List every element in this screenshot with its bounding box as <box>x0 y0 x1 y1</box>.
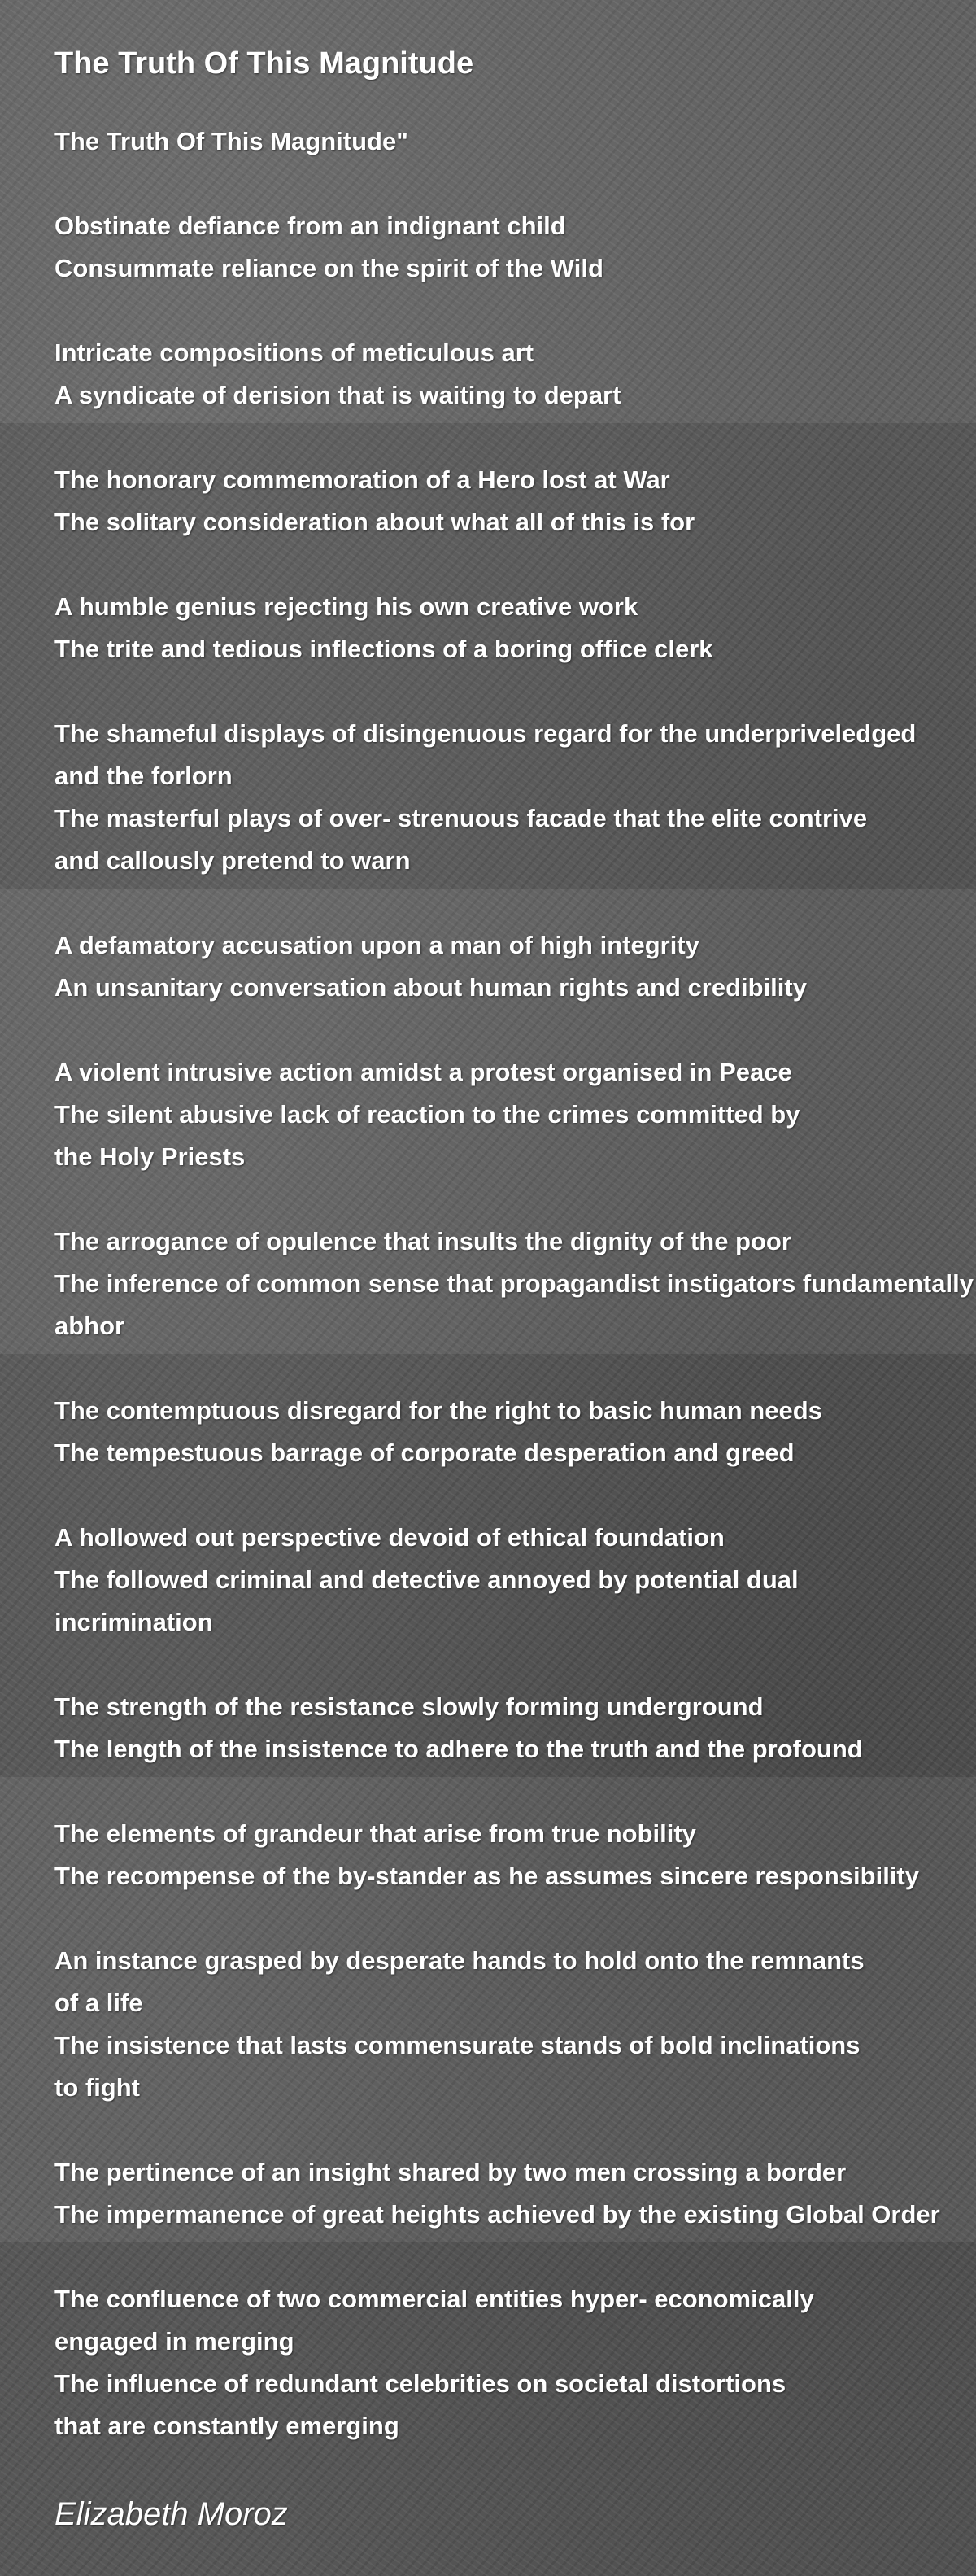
poem-subtitle: The Truth Of This Magnitude" <box>54 127 408 155</box>
poem-line: A defamatory accusation upon a man of high integrity <box>54 931 699 959</box>
poem-line: Intricate compositions of meticulous art <box>54 338 534 367</box>
stanza-gap <box>54 1897 976 1940</box>
stanza-gap <box>54 2109 976 2151</box>
poem-line: The recompense of the by-stander as he assumes sincere responsibility <box>54 1862 919 1890</box>
poem-line: engaged in merging <box>54 2327 294 2356</box>
stanza <box>54 1813 976 1897</box>
poem-line: The contemptuous disregard for the right to basic human needs <box>54 1396 822 1425</box>
poem-line: The influence of redundant celebrities on societal distortions <box>54 2369 786 2398</box>
stanza <box>54 1940 976 2109</box>
poem-line: The trite and tedious inflections of a boring office clerk <box>54 635 713 663</box>
poem-line: The impermanence of great heights achieved by the existing Global Order <box>54 2200 940 2229</box>
stanza-gap <box>54 1347 976 1390</box>
stanza <box>54 1686 976 1770</box>
stanza-gap <box>54 1644 976 1686</box>
stanza-gap <box>54 417 976 459</box>
poem-line: An unsanitary conversation about human rights and credibility <box>54 973 807 1002</box>
stanza <box>54 1051 976 1178</box>
poem-line: The insistence that lasts commensurate stands of bold inclinations <box>54 2031 861 2059</box>
stanza <box>54 1390 976 1474</box>
stanza-gap <box>54 290 976 332</box>
poem-body <box>54 163 976 2447</box>
poem-line: A hollowed out perspective devoid of ethical foundation <box>54 1523 725 1552</box>
poem-line: Obstinate defiance from an indignant child <box>54 212 566 240</box>
stanza-gap <box>54 1770 976 1813</box>
stanza <box>54 459 976 544</box>
poem-line: incrimination <box>54 1608 213 1636</box>
poem-line: The silent abusive lack of reaction to the crimes committed by <box>54 1100 800 1129</box>
stanza-gap <box>54 544 976 586</box>
stanza <box>54 586 976 670</box>
poem-title: The Truth Of This Magnitude <box>54 46 474 81</box>
poem-line: A humble genius rejecting his own creative work <box>54 592 638 621</box>
poem-line: of a life <box>54 1989 143 2017</box>
poem-line: The shameful displays of disingenuous regard for the underpriveledged <box>54 719 917 748</box>
poem-line: The elements of grandeur that arise from true nobility <box>54 1819 696 1848</box>
stanza-gap <box>54 1178 976 1220</box>
stanza <box>54 924 976 1009</box>
poem-line: the Holy Priests <box>54 1142 246 1171</box>
poem-line: The length of the insistence to adhere to the truth and the profound <box>54 1735 863 1763</box>
poem-line: The pertinence of an insight shared by two men crossing a border <box>54 2158 847 2186</box>
poem-line: The honorary commemoration of a Hero lost at War <box>54 465 670 494</box>
poem-line: The masterful plays of over- strenuous facade that the elite contrive <box>54 804 868 832</box>
poem-line: Consummate reliance on the spirit of the Wild <box>54 254 603 282</box>
poem-line: The solitary consideration about what all of this is for <box>54 508 695 536</box>
poem-author: Elizabeth Moroz <box>54 2496 288 2532</box>
poem-content <box>54 39 976 2539</box>
stanza-gap <box>54 670 976 713</box>
stanza <box>54 1220 976 1347</box>
poem-line: abhor <box>54 1312 125 1340</box>
poem-line: The strength of the resistance slowly forming underground <box>54 1692 764 1721</box>
poem-line: The followed criminal and detective annoyed by potential dual <box>54 1565 799 1594</box>
stanza <box>54 332 976 417</box>
stanza <box>54 2151 976 2236</box>
poem-line: that are constantly emerging <box>54 2412 399 2440</box>
stanza <box>54 1517 976 1644</box>
poem-line: The arrogance of opulence that insults the dignity of the poor <box>54 1227 791 1255</box>
stanza-gap <box>54 882 976 924</box>
poem-line: An instance grasped by desperate hands to hold onto the remnants <box>54 1946 865 1975</box>
stanza <box>54 2278 976 2447</box>
stanza <box>54 713 976 882</box>
poem-line: and callously pretend to warn <box>54 846 411 875</box>
stanza-gap <box>54 163 976 205</box>
poem-line: A violent intrusive action amidst a protest organised in Peace <box>54 1058 792 1086</box>
poem-line: and the forlorn <box>54 762 233 790</box>
poem-line: The inference of common sense that propagandist instigators fundamentally <box>54 1269 974 1298</box>
poem-line: to fight <box>54 2073 141 2102</box>
stanza-gap <box>54 1009 976 1051</box>
poem-line: The tempestuous barrage of corporate desperation and greed <box>54 1439 795 1467</box>
poem-line: A syndicate of derision that is waiting to depart <box>54 381 621 409</box>
poem-line: The confluence of two commercial entities hyper- economically <box>54 2285 814 2313</box>
stanza-gap <box>54 1474 976 1517</box>
stanza-gap <box>54 2236 976 2278</box>
stanza <box>54 205 976 290</box>
